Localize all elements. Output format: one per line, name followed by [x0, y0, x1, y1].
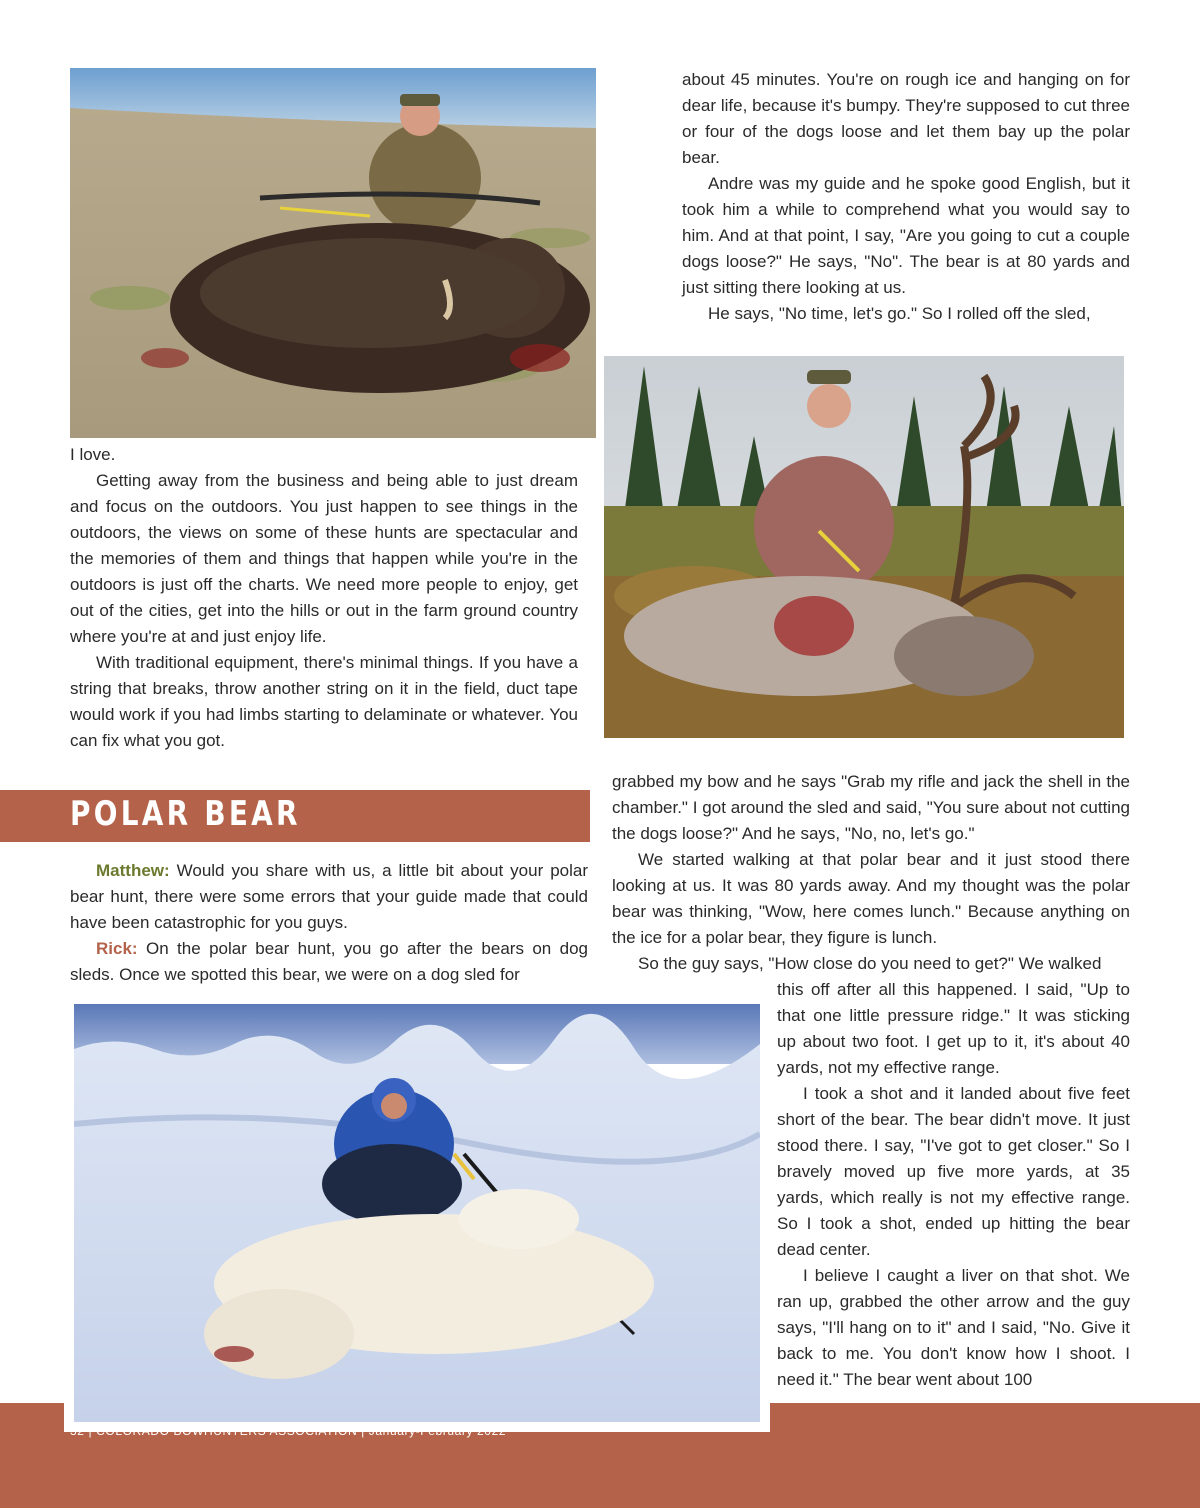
section-title: POLAR BEAR: [70, 794, 301, 834]
paragraph: Getting away from the business and being able to just dream and focus on the outdoors. You just happen to see things in the outdoors, the views on some of these hunts are spectacular and the memories of them and things that happen while you're in the outdoors is just off the charts. We need more people to enjoy, get out of the cities, get into the hills or out in the farm ground country where you're at and just enjoy life.: [70, 471, 578, 646]
speaker-rick: Rick:: [96, 939, 138, 958]
answer-text: On the polar bear hunt, you go after the bears on dog sleds. Once we spotted this bear, we were on a dog sled for: [70, 939, 588, 984]
paragraph: I took a shot and it landed about five feet short of the bear. The bear didn't move. It just stood there. I say, "I've got to get closer." So I bravely moved up five more yards, at 35 yards, which really is not my effective range. So I took a shot, ended up hitting the bear dead center.: [777, 1084, 1130, 1259]
text-column-left-bottom: [70, 858, 588, 988]
muskox-photo: [70, 68, 596, 438]
section-header-bar: [0, 790, 590, 842]
paragraph: about 45 minutes. You're on rough ice and hanging on for dear life, because it's bumpy. They're supposed to cut three or four of the dogs loose and let them bay up the polar bear.: [682, 70, 1130, 167]
caribou-photo: [596, 348, 1132, 746]
paragraph: [70, 936, 588, 988]
paragraph: I believe I caught a liver on that shot. We ran up, grabbed the other arrow and the guy says, "I'll hang on to it" and I said, "No. Give it back to me. You don't know how I shoot. I need it." The bear went about 100: [777, 1266, 1130, 1389]
paragraph: He says, "No time, let's go." So I rolled off the sled,: [708, 304, 1091, 323]
paragraph: grabbed my bow and he says "Grab my rifle and jack the shell in the chamber." I got around the sled and said, "You sure about not cutting the dogs loose?" And he says, "No, no, let's go.": [612, 772, 1130, 843]
text-column-left-mid: [70, 442, 578, 754]
paragraph: We started walking at that polar bear and it just stood there looking at us. It was 80 yards away. And my thought was the polar bear was thinking, "Wow, here comes lunch." Because anything on the ice for a polar bear, they figure is lunch.: [612, 850, 1130, 947]
paragraph: I love.: [70, 445, 116, 464]
text-column-right-mid: [612, 769, 1130, 977]
polar-bear-photo: [74, 1004, 760, 1422]
question-text: Would you share with us, a little bit about your polar bear hunt, there were some errors that your guide made that could have been catastrophic for you guys.: [70, 861, 588, 932]
paragraph: So the guy says, "How close do you need to get?" We walked: [638, 954, 1102, 973]
text-column-right-top: [682, 67, 1130, 327]
paragraph: Andre was my guide and he spoke good English, but it took him a while to comprehend what you would say to him. And at that point, I say, "Are you going to cut a couple dogs loose?" He says, "No". The bear is at 80 yards and just sitting there looking at us.: [682, 174, 1130, 297]
paragraph: With traditional equipment, there's minimal things. If you have a string that breaks, throw another string on it in the field, duct tape would work if you had limbs starting to delaminate or whatever. You can fix what you got.: [70, 653, 578, 750]
text-column-right-bottom: [777, 977, 1130, 1393]
paragraph: [70, 858, 588, 936]
speaker-matthew: Matthew:: [96, 861, 170, 880]
paragraph: this off after all this happened. I said, "Up to that one little pressure ridge." It was sticking up about two foot. I get up to it, it's about 40 yards, not my effective range.: [777, 980, 1130, 1077]
